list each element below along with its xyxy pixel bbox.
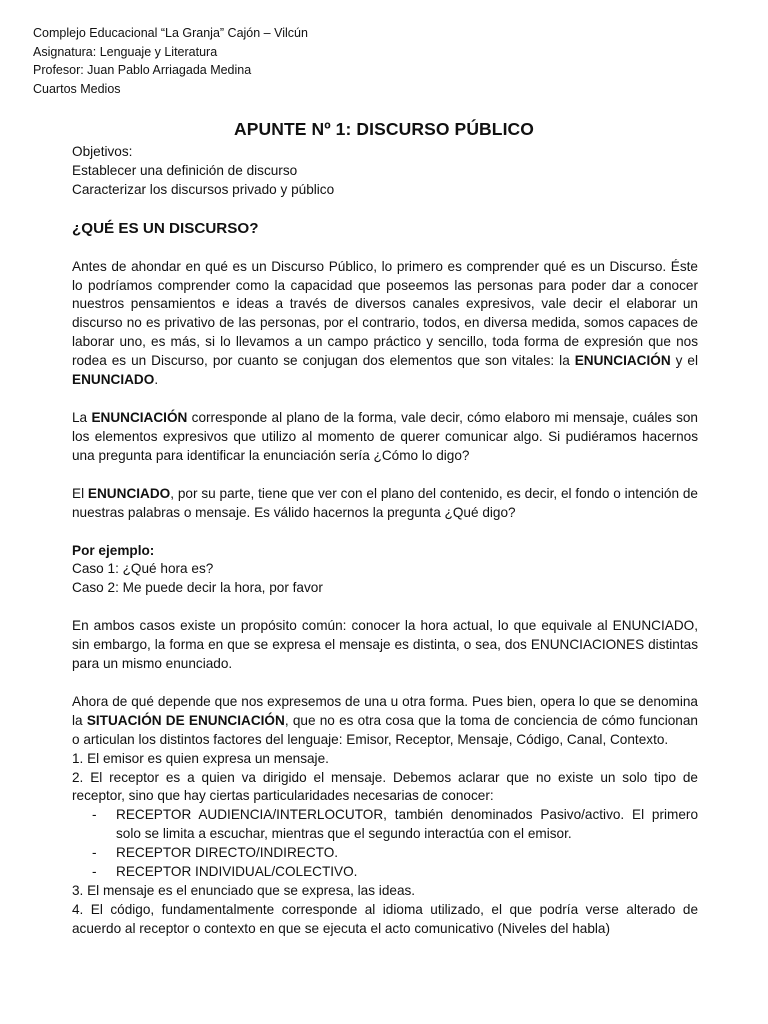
receptor-type-text: RECEPTOR DIRECTO/INDIRECTO. <box>116 845 339 861</box>
grade-line: Cuartos Medios <box>33 81 121 96</box>
document-header <box>33 24 308 98</box>
example-block <box>72 542 698 599</box>
document-title: APUNTE Nº 1: DISCURSO PÚBLICO <box>233 119 534 139</box>
receptor-types-list <box>72 806 698 882</box>
objective-item: Establecer una definición de discurso <box>72 162 298 178</box>
paragraph-text: La <box>72 409 92 425</box>
factors-list <box>72 750 698 939</box>
example-label-text: Por ejemplo: <box>72 542 155 558</box>
subject-line: Asignatura: Lenguaje y Literatura <box>33 44 218 59</box>
receptor-type-text: RECEPTOR AUDIENCIA/INTERLOCUTOR, también denominados Pasivo/activo. El primero solo se limita a escuchar, mientras que el segundo interactúa con el emisor. <box>116 807 698 842</box>
paragraph-text: corresponde al plano de la forma, vale decir, cómo elaboro mi mensaje, cuáles son los elementos expresivos que utilizo al momento de querer comunicar algo. Si pudiéramos hacernos una pregunta para identificar la enunciación sería ¿Cómo lo digo? <box>72 409 698 463</box>
bold-term-enunciado: ENUNCIADO <box>87 485 171 501</box>
example-case-1: Caso 1: ¿Qué hora es? <box>72 561 214 577</box>
paragraph-enunciacion <box>72 409 698 466</box>
paragraph-discourse-definition <box>72 258 698 390</box>
paragraph-text: , por su parte, tiene que ver con el plano del contenido, es decir, el fondo o intención de nuestras palabras o mensaje. Es válido hacernos la pregunta ¿Qué digo? <box>72 485 698 520</box>
dash-bullet: - <box>92 807 97 823</box>
paragraph-situacion <box>72 693 698 750</box>
paragraph-text: y el <box>670 353 698 369</box>
bold-term-situacion: SITUACIÓN DE ENUNCIACIÓN <box>86 712 285 728</box>
paragraph-enunciado <box>72 485 698 523</box>
objectives-label: Objetivos: <box>72 144 133 159</box>
document-body <box>72 143 698 939</box>
receptor-type-text: RECEPTOR INDIVIDUAL/COLECTIVO. <box>116 864 358 880</box>
list-item-emisor: 1. El emisor es quien expresa un mensaje. <box>72 750 329 766</box>
objectives-block <box>72 143 698 200</box>
receptor-type-item <box>72 863 698 882</box>
bold-term-enunciacion: ENUNCIACIÓN <box>91 409 188 425</box>
paragraph-text: Antes de ahondar en qué es un Discurso Público, lo primero es comprender qué es un Discurso. Éste lo podríamos comprender como la capacidad que poseemos las personas para poder dar a conocer nuestros pensamientos e ideas a través de diversos canales expresivos, vale decir el elaborar un discurso no es privativo de las personas, por el contrario, todos, en diversa medida, somos capaces de laborar uno, es más, si lo llevamos a un campo práctico y sencillo, toda forma de expresión que nos rodea es un Discurso, por cuanto se conjugan dos elementos que son vitales: la <box>72 258 698 369</box>
bold-term-enunciacion: ENUNCIACIÓN <box>574 353 671 369</box>
bold-term-enunciado: ENUNCIADO <box>72 372 155 388</box>
receptor-type-item <box>72 844 698 863</box>
list-item-mensaje: 3. El mensaje es el enunciado que se expresa, las ideas. <box>72 883 416 898</box>
list-item-receptor: 2. El receptor es a quien va dirigido el mensaje. Debemos aclarar que no existe un solo tipo de receptor, sino que hay ciertas particularidades necesarias de conocer: <box>72 769 698 804</box>
paragraph-text: Ahora de qué depende que nos expresemos de una u otra forma. Pues bien, opera lo que se denomina la <box>72 693 698 728</box>
paragraph-text: , que no es otra cosa que la toma de conciencia de cómo funcionan o articulan los distintos factores del lenguaje: Emisor, Receptor, Mensaje, Código, Canal, Contexto. <box>72 712 698 747</box>
section-heading: ¿QUÉ ES UN DISCURSO? <box>72 219 259 237</box>
dash-bullet: - <box>92 864 97 880</box>
example-case-2: Caso 2: Me puede decir la hora, por favor <box>72 580 323 596</box>
list-item-codigo: 4. El código, fundamentalmente corresponde al idioma utilizado, el que podría verse alterado de acuerdo al receptor o contexto en que se ejecuta el acto comunicativo (Niveles del habla) <box>72 901 698 936</box>
paragraph-text: . <box>154 372 159 388</box>
teacher-line: Profesor: Juan Pablo Arriagada Medina <box>33 63 252 77</box>
receptor-type-item <box>72 806 698 844</box>
example-label <box>72 542 698 561</box>
school-name: Complejo Educacional “La Granja” Cajón – Vilcún <box>33 26 308 40</box>
paragraph-text: El <box>72 485 88 501</box>
paragraph-example-explanation: En ambos casos existe un propósito común: conocer la hora actual, lo que equivale al ENUNCIADO, sin embargo, la forma en que se expresa el mensaje es distinta, o sea, dos ENUNCIACIONES distintas para un mismo enunciado. <box>72 618 698 672</box>
objective-item: Caracterizar los discursos privado y público <box>72 181 335 197</box>
dash-bullet: - <box>92 845 97 861</box>
